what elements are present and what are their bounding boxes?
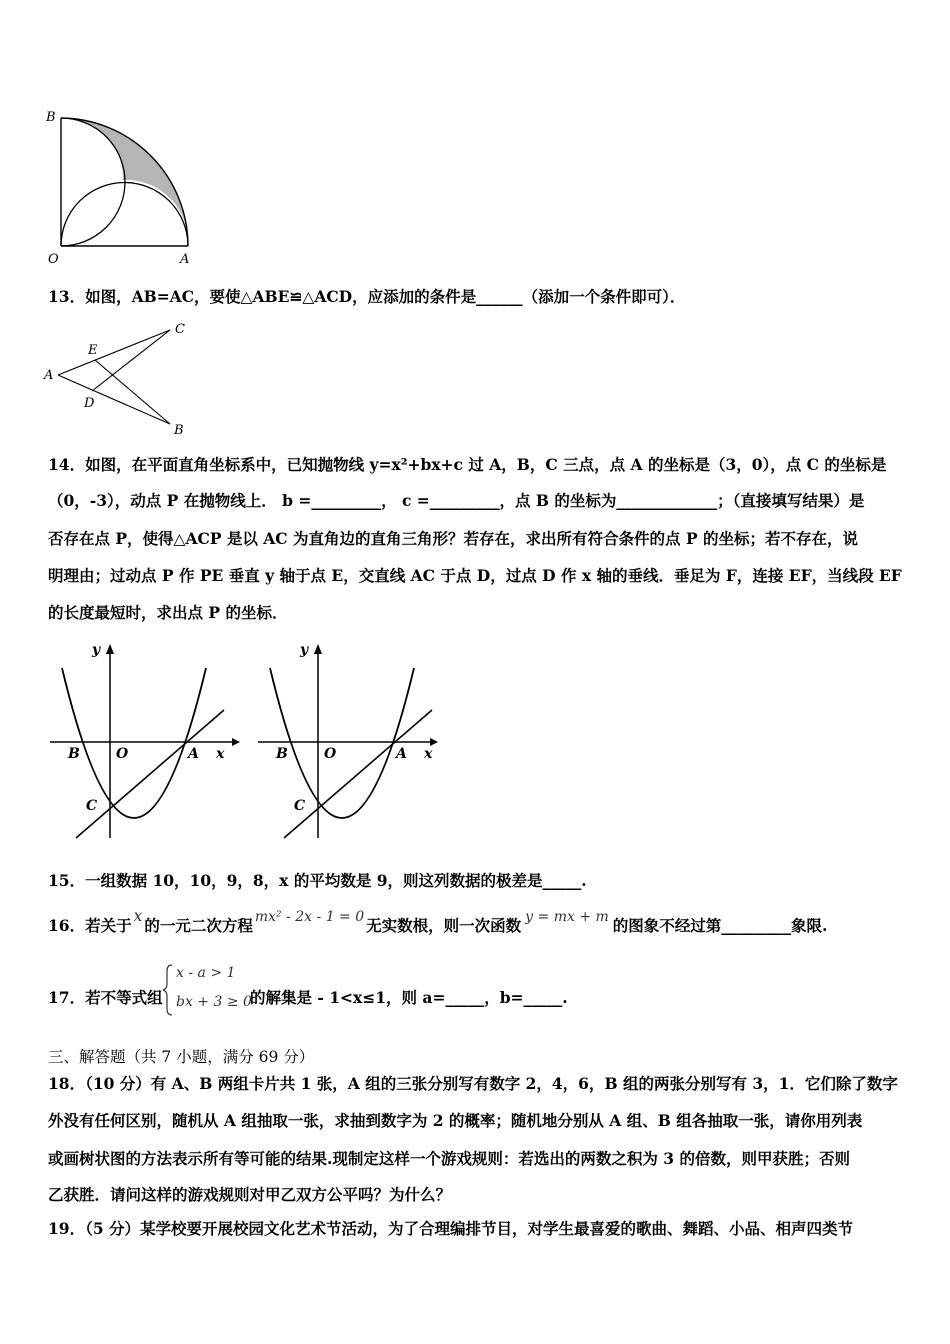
q16-equation: mx² - 2x - 1 = 0: [254, 909, 365, 925]
y-axis-arrow: [106, 644, 114, 654]
o-label: O: [324, 746, 337, 762]
line-ac: [284, 710, 432, 838]
triangle-figure: [40, 318, 200, 438]
q16-part3: 无实数根，则一次函数: [366, 916, 522, 935]
q14-line2: （0，-3），动点 P 在抛物线上． b =_________， c =_________，点 B 的坐标为_____________；（直接填写结果）是: [48, 491, 865, 510]
y-label: y: [92, 642, 101, 658]
brace-icon: [162, 963, 174, 1017]
parabola: [62, 668, 206, 818]
q16-var-x: x: [133, 907, 143, 925]
q14-line3: 否存在点 P，使得△ACP 是以 AC 为直角边的直角三角形？若存在，求出所有符合条件的点 P 的坐标；若不存在，说: [48, 529, 858, 548]
q13-text: 13．如图，AB=AC，要使△ABE≌△ACD，应添加的条件是______（添加一个条件即可）．: [48, 287, 686, 306]
label-o: O: [48, 252, 59, 267]
q18-line2: 外没有任何区别，随机从 A 组抽取一张，求抽到数字为 2 的概率；随机地分别从 A 组、B 组各抽取一张，请你用列表: [48, 1111, 863, 1130]
quarter-circle-figure: [40, 105, 200, 270]
segment-ac: [58, 330, 170, 375]
a-label: A: [396, 746, 407, 762]
c-label: C: [86, 798, 98, 814]
x-axis-arrow: [430, 738, 438, 746]
q19-line1: 19．（5 分）某学校要开展校园文化艺术节活动，为了合理编排节目，对学生最喜爱的歌曲、舞蹈、小品、相声四类节: [48, 1219, 854, 1238]
label-a: A: [180, 252, 190, 267]
line-ac: [76, 710, 224, 838]
x-axis-arrow: [232, 738, 240, 746]
o-label: O: [116, 746, 129, 762]
segment-dc: [92, 330, 170, 391]
q18-line3: 或画树状图的方法表示所有等可能的结果.现制定这样一个游戏规则：若选出的两数之积为 3 的倍数，则甲获胜；否则: [48, 1149, 850, 1168]
q16-line: [48, 907, 828, 937]
parabola: [270, 668, 414, 818]
a-label: A: [188, 746, 199, 762]
label-e: E: [88, 343, 98, 358]
label-a: A: [44, 368, 54, 383]
parabola-graph-right: [252, 638, 452, 848]
b-label: B: [68, 746, 80, 762]
label-b: B: [46, 110, 56, 125]
segment-eb: [95, 360, 170, 424]
q16-part1: 16．若关于: [48, 916, 132, 935]
q17-ineq2: bx + 3 ≥ 0: [176, 994, 252, 1010]
q18-line4: 乙获胜．请问这样的游戏规则对甲乙双方公平吗？为什么？: [48, 1185, 452, 1204]
y-label: y: [300, 642, 309, 658]
b-label: B: [276, 746, 288, 762]
q17-part2: 的解集是 - 1<x≤1，则 a=_____，b=_____.: [250, 988, 568, 1007]
q14-line1: 14．如图，在平面直角坐标系中，已知抛物线 y=x²+bx+c 过 A，B，C 三点，点 A 的坐标是（3，0），点 C 的坐标是: [48, 455, 887, 474]
c-label: C: [294, 798, 306, 814]
x-label: x: [424, 746, 433, 762]
q16-part2: 的一元二次方程: [144, 916, 253, 935]
q16-function: y = mx + m: [525, 909, 609, 925]
q18-line1: 18．（10 分）有 A、B 两组卡片共 1 张，A 组的三张分别写有数字 2，4，6，B 组的两张分别写有 3，1．它们除了数字: [48, 1074, 898, 1093]
parabola-graph-left: [44, 638, 244, 848]
q16-part4: 的图象不经过第_________象限.: [612, 916, 828, 935]
y-axis-arrow: [314, 644, 322, 654]
label-b: B: [174, 423, 184, 438]
label-d: D: [84, 396, 95, 411]
x-label: x: [216, 746, 225, 762]
segment-ab: [58, 375, 170, 424]
q17-ineq1: x - a > 1: [176, 965, 236, 981]
label-c: C: [175, 322, 185, 337]
q14-line4: 明理由；过动点 P 作 PE 垂直 y 轴于点 E，交直线 AC 于点 D，过点 D 作 x 轴的垂线．垂足为 F，连接 EF，当线段 EF: [48, 566, 902, 585]
q15-text: 15．一组数据 10，10，9，8，x 的平均数是 9，则这列数据的极差是_____.: [48, 871, 587, 890]
q14-line5: 的长度最短时，求出点 P 的坐标．: [48, 603, 288, 622]
section3-title: 三、解答题（共 7 小题，满分 69 分）: [48, 1048, 315, 1066]
q17-part1: 17．若不等式组: [48, 988, 163, 1007]
